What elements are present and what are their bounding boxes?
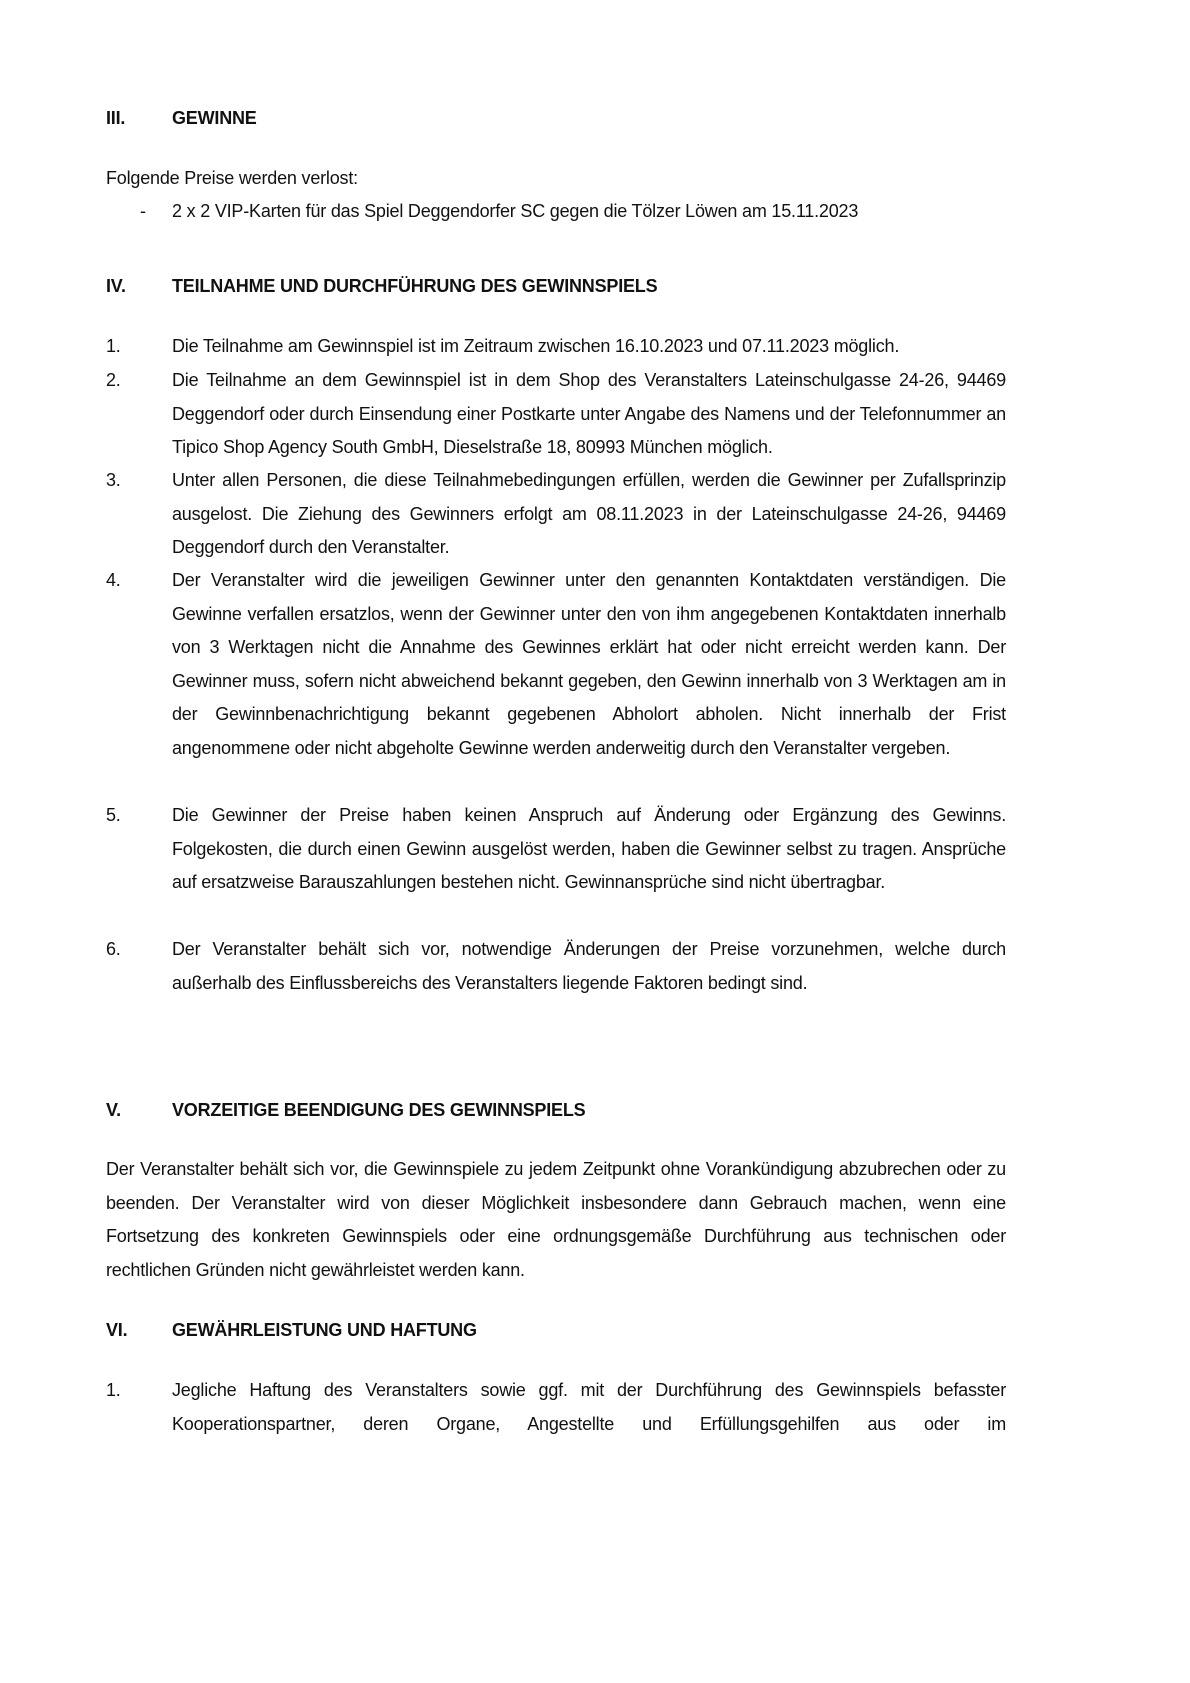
- termination-paragraph: Der Veranstalter behält sich vor, die Gewinnspiele zu jedem Zeitpunkt ohne Vorankündigung abzubrechen oder zu beenden. Der Veranstalter wird von dieser Möglichkeit insbesondere dann Gebrauch machen, wenn eine Fortsetzung des konkreten Gewinnspiels oder eine ordnungsgemäße Durchführung aus technischen oder rechtlichen Gründen nicht gewährleistet werden kann.: [106, 1159, 1006, 1280]
- section-heading-vorzeitige-beendigung: [106, 1100, 585, 1121]
- item-number: 5.: [106, 805, 121, 825]
- list-item-1: [106, 330, 1006, 364]
- list-item-2: [106, 364, 1006, 465]
- item-number: 1.: [106, 1380, 121, 1400]
- section-heading-teilnahme: [106, 276, 657, 297]
- section-title: GEWINNE: [172, 108, 257, 128]
- section-number: III.: [106, 108, 126, 128]
- section-number: V.: [106, 1100, 121, 1120]
- prize-list-item: [140, 195, 858, 229]
- section-heading-gewaehrleistung: [106, 1320, 477, 1341]
- list-item-5: [106, 799, 1006, 900]
- section-number: VI.: [106, 1320, 128, 1340]
- section-number: IV.: [106, 276, 126, 296]
- item-number: 1.: [106, 336, 121, 356]
- prizes-intro: Folgende Preise werden verlost:: [106, 168, 358, 188]
- section-title: VORZEITIGE BEENDIGUNG DES GEWINNSPIELS: [172, 1100, 586, 1120]
- item-text: Der Veranstalter wird die jeweiligen Gewinner unter den genannten Kontaktdaten verständigen. Die Gewinne verfallen ersatzlos, wenn der Gewinner unter den von ihm angegebenen Kontaktdaten innerhalb von 3 Werktagen nicht die Annahme des Gewinnes erklärt hat oder nicht erreicht werden kann. Der Gewinner muss, sofern nicht abweichend bekannt gegeben, den Gewinn innerhalb von 3 Werktagen am in der Gewinnbenachrichtigung bekannt gegebenen Abholort abholen. Nicht innerhalb der Frist angenommene oder nicht abgeholte Gewinne werden anderweitig durch den Veranstalter vergeben.: [172, 570, 1006, 758]
- prize-text: 2 x 2 VIP-Karten für das Spiel Deggendorfer SC gegen die Tölzer Löwen am 15.11.2023: [172, 201, 859, 221]
- item-number: 3.: [106, 470, 121, 490]
- item-number: 4.: [106, 570, 121, 590]
- item-text: Der Veranstalter behält sich vor, notwendige Änderungen der Preise vorzunehmen, welche durch außerhalb des Einflussbereichs des Veranstalters liegende Faktoren bedingt sind.: [172, 939, 1006, 993]
- item-text: Die Teilnahme an dem Gewinnspiel ist in dem Shop des Veranstalters Lateinschulgasse 24-26, 94469 Deggendorf oder durch Einsendung einer Postkarte unter Angabe des Namens und der Telefonnummer an Tipico Shop Agency South GmbH, Dieselstraße 18, 80993 München möglich.: [172, 370, 1006, 458]
- item-text: Jegliche Haftung des Veranstalters sowie ggf. mit der Durchführung des Gewinnspiels befasster Kooperationspartner, deren Organe, Angestellte und Erfüllungsgehilfen aus oder im: [172, 1380, 1006, 1434]
- list-item-4: [106, 564, 1006, 766]
- section-title: GEWÄHRLEISTUNG UND HAFTUNG: [172, 1320, 477, 1340]
- item-text: Die Teilnahme am Gewinnspiel ist im Zeitraum zwischen 16.10.2023 und 07.11.2023 möglich.: [172, 336, 900, 356]
- list-item-6: [106, 933, 1006, 1000]
- dash-bullet: -: [140, 201, 146, 221]
- section-heading-gewinne: [106, 108, 257, 129]
- item-number: 2.: [106, 370, 121, 390]
- list-item-3: [106, 464, 1006, 565]
- item-text: Die Gewinner der Preise haben keinen Anspruch auf Änderung oder Ergänzung des Gewinns. Folgekosten, die durch einen Gewinn ausgelöst werden, haben die Gewinner selbst zu tragen. Ansprüche auf ersatzweise Barauszahlungen bestehen nicht. Gewinnansprüche sind nicht übertragbar.: [172, 805, 1006, 893]
- section-title: TEILNAHME UND DURCHFÜHRUNG DES GEWINNSPIELS: [172, 276, 658, 296]
- liability-item-1: [106, 1374, 1006, 1441]
- item-number: 6.: [106, 939, 121, 959]
- item-text: Unter allen Personen, die diese Teilnahmebedingungen erfüllen, werden die Gewinner per Zufallsprinzip ausgelost. Die Ziehung des Gewinners erfolgt am 08.11.2023 in der Lateinschulgasse 24-26, 94469 Deggendorf durch den Veranstalter.: [172, 470, 1006, 558]
